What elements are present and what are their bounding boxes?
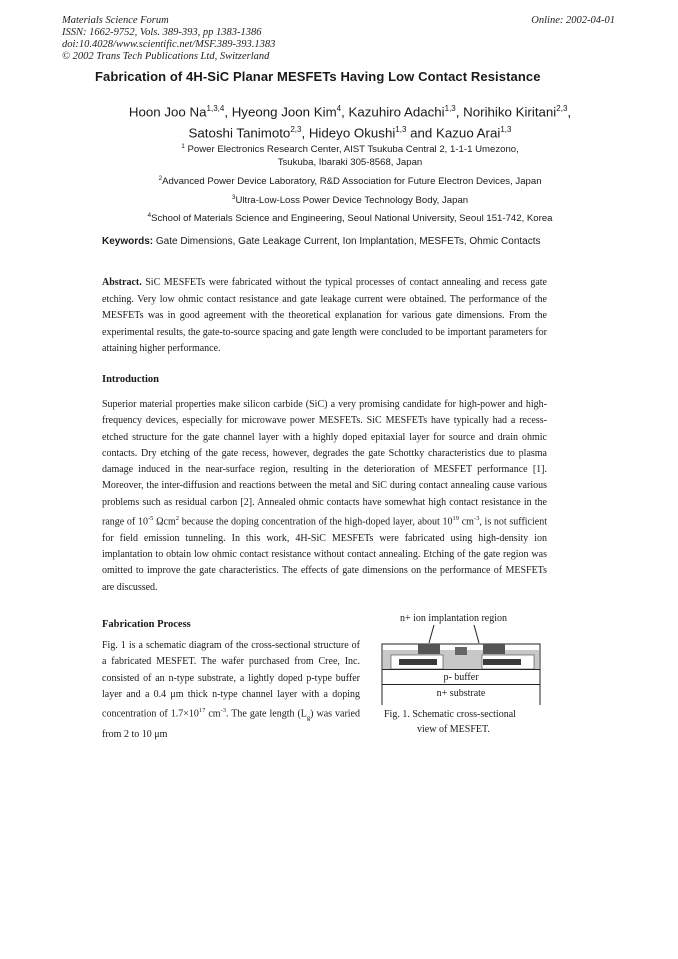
keywords <box>102 235 547 248</box>
mesfet-figure <box>378 610 548 710</box>
author-name: Hyeong Joon Kim <box>231 104 337 120</box>
affiliation-3: $^3$Ultra-Low-Loss Power Device Technology Body, Japan <box>231 193 469 206</box>
abstract-text: SiC MESFETs were fabricated without the typical processes of contact annealing and recess gate etching. Very low ohmic contact resistance and gate leakage current were obtained. The performance of the MESFETs was in good agreement with the theoretical explanation for various gate dimensions. From the experimental results, the gate-to-source spacing and gate length were concluded to be important parameters for attaining higher performance. <box>102 277 547 355</box>
p-buffer-label: p- buffer <box>443 672 479 683</box>
gate-contact <box>455 647 467 655</box>
author-name: Kazuhiro Adachi <box>348 104 445 120</box>
keywords-text: Gate Dimensions, Gate Leakage Current, Ion Implantation, MESFETs, Ohmic Contacts <box>155 236 541 247</box>
author-name: Kazuo Arai <box>436 125 501 141</box>
fabrication-heading: Fabrication Process <box>102 619 191 630</box>
mesfet-cross-section-diagram <box>378 610 548 705</box>
online-date: Online: 2002-04-01 <box>531 15 615 26</box>
figure-caption: Fig. 1. Schematic cross-sectional view of MESFET. <box>384 709 516 735</box>
drain-contact <box>483 644 505 654</box>
n-substrate-label: n+ substrate <box>436 688 486 699</box>
paper-title: Fabrication of 4H-SiC Planar MESFETs Having Low Contact Resistance <box>95 69 541 84</box>
label-pointer-left <box>429 625 434 643</box>
fabrication-paragraph: Fig. 1 is a schematic diagram of the cross-sectional structure of a fabricated MESFET. The wafer purchased from Cree, Inc. consisted of an n-type substrate, a lightly doped p-type buffer layer and a 0.4 μm thick n-type channel layer with a doping concentration of $1.7\times 10^{17}$ $cm^{-3}$. The gate length $(L_g)$ was varied from 2 to 10 μm <box>102 640 360 740</box>
implant-region-label: n+ ion implantation region <box>400 613 508 624</box>
copyright-line: © 2002 Trans Tech Publications Ltd, Switzerland <box>62 51 270 62</box>
author-name: Norihiko Kiritani <box>463 104 557 120</box>
affiliation-4: $^4$School of Materials Science and Engineering, Seoul National University, Seoul 151-742, Korea <box>147 212 553 225</box>
author-name: Hideyo Okushi <box>308 125 396 141</box>
journal-info <box>62 15 275 63</box>
journal-name: Materials Science Forum <box>62 15 169 26</box>
introduction-heading: Introduction <box>102 374 159 385</box>
source-implant <box>399 659 437 665</box>
affiliations <box>95 140 605 228</box>
author-name: Satoshi Tanimoto <box>188 125 291 141</box>
author-name: Hoon Joo Na <box>128 104 207 120</box>
label-pointer-right <box>474 625 479 643</box>
abstract-label: Abstract. <box>102 277 142 288</box>
issn-line: ISSN: 1662-9752, Vols. 389-393, pp 1383-1386 <box>62 27 262 38</box>
source-contact <box>418 644 440 654</box>
abstract <box>102 275 547 358</box>
introduction-paragraph: Superior material properties make silicon carbide (SiC) a very promising candidate for high-power and high-frequency devices, especially for microwave power MESFETs. SiC MESFETs have typically had a recess-etched structure for the gate channel layer with a highly doped epitaxial layer for source and drain ohmic contacts. Dry etching of the gate recess, however, degrades the gate Schottky characteristics due to plasma damage induced in the near-surface region, resulting in the deterioration of MESFET performance [1]. Moreover, the inter-diffusion and reactions between the metal and SiC during contact annealing cause various problems such as residual carbon [2]. Annealed ohmic contacts have somewhat high contact resistance in the range of $10^{-5}$ Ωcm$^2$ because the doping concentration of the high-doped layer, about $10^{19}$ $cm^{-3}$, is not sufficient for field emission tunneling. In this work, 4H-SiC MESFETs were fabricated using high-density ion implantation to obtain low ohmic contact resistance without contact annealing. Etching of the gate region was omitted to improve the gate characteristics. The effects of gate dimensions on the performance of MESFETs are discussed. <box>102 399 547 593</box>
affiliation-1: $^1$ Power Electronics Research Center, AIST Tsukuba Central 2, 1-1-1 Umezono, Tsukuba, Ibaraki 305-8568, Japan <box>181 143 519 169</box>
doi-line: doi:10.4028/www.scientific.net/MSF.389-393.1383 <box>62 39 276 50</box>
affiliation-2: $^2$Advanced Power Device Laboratory, R&D Association for Future Electron Devices, Japan <box>158 174 542 187</box>
keywords-label: Keywords: <box>102 236 154 247</box>
author-list: Hoon Joo Na$^{1,3,4}$, Hyeong Joon Kim$^4$, Kazuhiro Adachi$^{1,3}$, Norihiko Kiritani$^{2,3}$, Satoshi Tanimoto$^{2,3}$, Hideyo Okushi$^{1,3}$ and Kazuo Arai$^{1,3}$ <box>128 104 572 141</box>
drain-implant <box>483 659 521 665</box>
